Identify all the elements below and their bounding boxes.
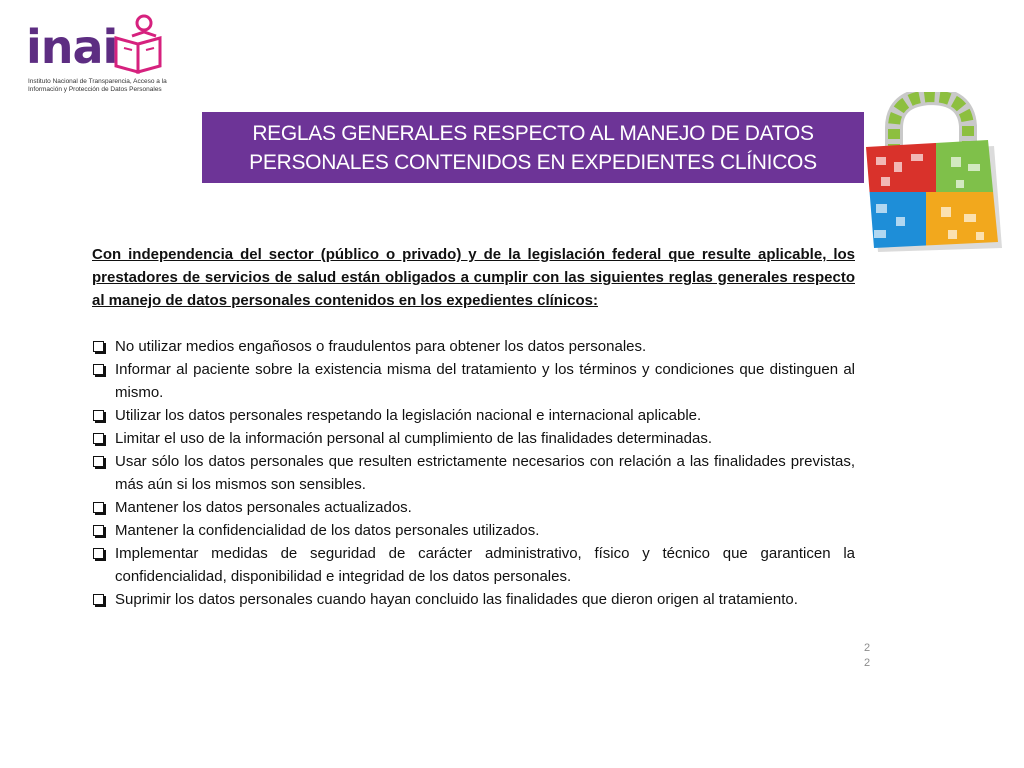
page-number-digit1: 2 <box>863 642 871 654</box>
logo-subtitle-line2: Información y Protección de Datos Personales <box>28 86 162 93</box>
checkbox-bullet-icon <box>93 594 104 605</box>
checkbox-bullet-icon <box>93 364 104 375</box>
logo-subtitle <box>28 78 178 94</box>
inai-logo <box>24 14 174 96</box>
checkbox-bullet-icon <box>93 456 104 467</box>
rule-text: No utilizar medios engañosos o fraudulentos para obtener los datos personales. <box>115 338 647 355</box>
checkbox-bullet-icon <box>93 525 104 536</box>
checkbox-bullet-icon <box>93 410 104 421</box>
list-item <box>92 450 855 496</box>
list-item <box>92 542 855 588</box>
list-item <box>92 496 855 519</box>
rule-text: Usar sólo los datos personales que resulten estrictamente necesarios con relación a las finalidades previstas, más aún si los mismos son sensibles. <box>115 453 855 493</box>
page-title-line1: REGLAS GENERALES RESPECTO AL MANEJO DE DATOS <box>252 121 814 145</box>
rule-text: Limitar el uso de la información personal al cumplimiento de las finalidades determinadas. <box>115 430 712 447</box>
rules-list <box>92 335 855 611</box>
page-number <box>862 641 872 671</box>
list-item <box>92 404 855 427</box>
logo-subtitle-line1: Instituto Nacional de Transparencia, Acceso a la <box>28 78 167 85</box>
main-content <box>92 243 855 611</box>
checkbox-bullet-icon <box>93 548 104 559</box>
rule-text: Implementar medidas de seguridad de carácter administrativo, físico y técnico que garanticen la confidencialidad, disponibilidad e integridad de los datos personales. <box>115 545 855 585</box>
padlock-icon <box>856 92 1006 252</box>
logo-person-book-icon <box>110 14 166 76</box>
checkbox-bullet-icon <box>93 341 104 352</box>
page-title <box>249 119 817 177</box>
rule-text: Mantener los datos personales actualizados. <box>115 499 412 516</box>
rule-text: Informar al paciente sobre la existencia misma del tratamiento y los términos y condiciones que distinguen al mismo. <box>115 361 855 401</box>
checkbox-bullet-icon <box>93 502 104 513</box>
rule-text: Mantener la confidencialidad de los datos personales utilizados. <box>115 522 540 539</box>
page-number-digit2: 2 <box>863 657 871 669</box>
list-item <box>92 519 855 542</box>
rule-text: Suprimir los datos personales cuando hayan concluido las finalidades que dieron origen al tratamiento. <box>115 591 798 608</box>
checkbox-bullet-icon <box>93 433 104 444</box>
page-title-line2: PERSONALES CONTENIDOS EN EXPEDIENTES CLÍNICOS <box>249 150 817 174</box>
list-item <box>92 358 855 404</box>
title-banner <box>202 112 864 183</box>
intro-paragraph: Con independencia del sector (público o privado) y de la legislación federal que resulte aplicable, los prestadores de servicios de salud están obligados a cumplir con las siguientes reglas generales respecto al manejo de datos personales contenidos en los expedientes clínicos: <box>92 246 855 309</box>
list-item <box>92 588 855 611</box>
list-item <box>92 427 855 450</box>
rule-text: Utilizar los datos personales respetando la legislación nacional e internacional aplicable. <box>115 407 702 424</box>
list-item <box>92 335 855 358</box>
logo-wordmark: inai <box>26 20 118 74</box>
